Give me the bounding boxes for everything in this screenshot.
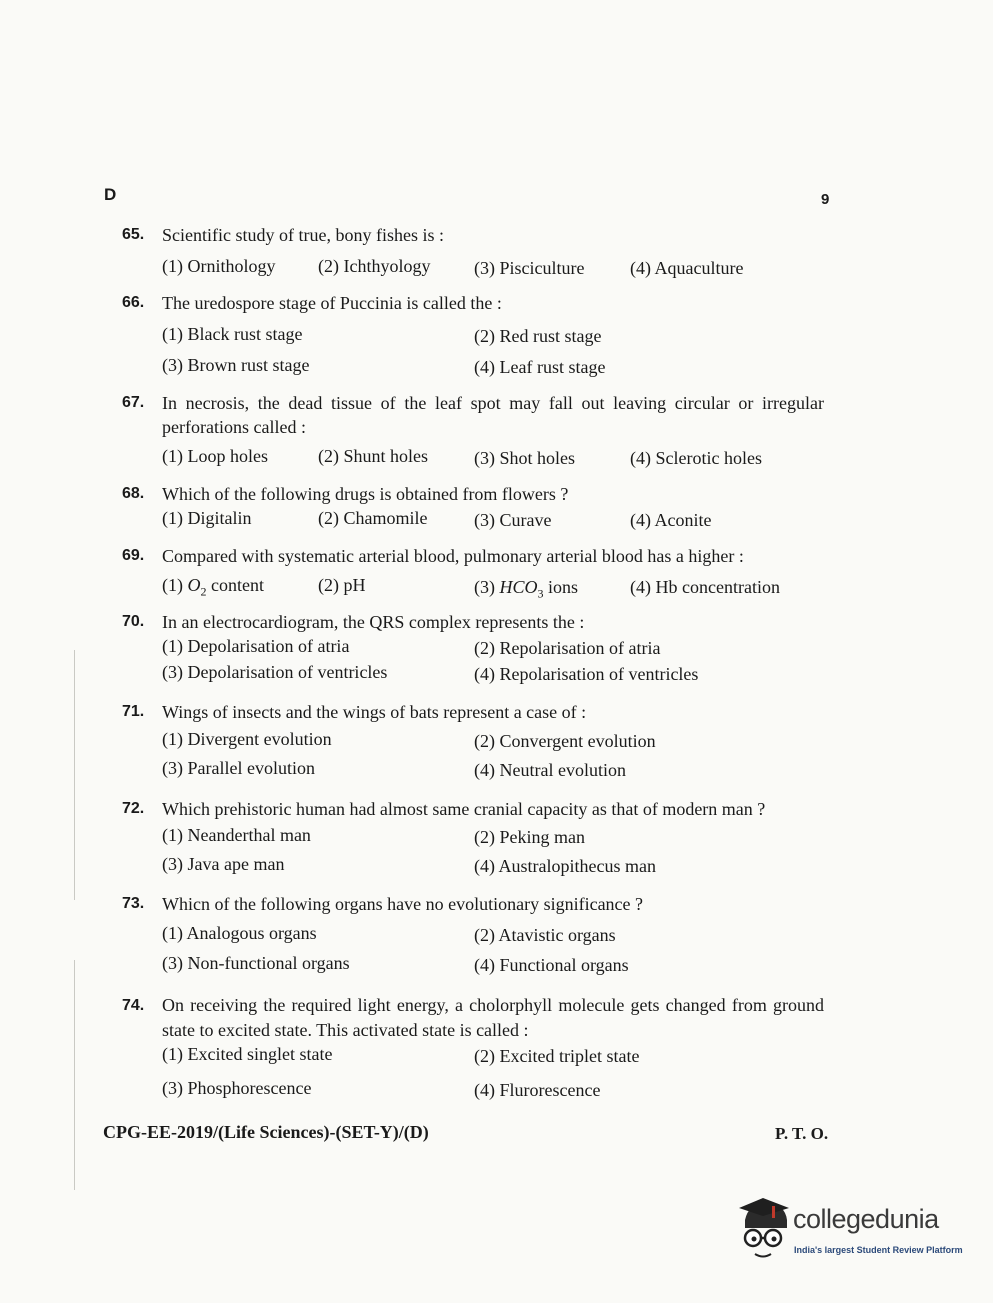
option-2: (2) pH xyxy=(318,575,366,595)
option-1: (1) $O_2$ content xyxy=(162,575,264,599)
option-2: (2) Repolarisation of atria xyxy=(474,638,661,658)
option-1: (1) Depolarisation of atria xyxy=(162,636,350,656)
question-text: In an electrocardiogram, the QRS complex represents the : xyxy=(162,612,585,632)
question-number: 73. xyxy=(122,895,145,912)
logo-name: collegedunia xyxy=(793,1204,939,1234)
option-4: (4) Hb concentration xyxy=(630,577,780,597)
option-3: (3) Pisciculture xyxy=(474,258,585,278)
question-text: Which prehistoric human had almost same cranial capacity as that of modern man ? xyxy=(162,799,766,819)
mascot-icon xyxy=(737,1198,793,1264)
question-number: 72. xyxy=(122,800,145,817)
option-1: (1) Digitalin xyxy=(162,508,252,528)
option-3: (3) Phosphorescence xyxy=(162,1078,312,1098)
option-4: (4) Sclerotic holes xyxy=(630,448,762,468)
option-3: (3) Java ape man xyxy=(162,854,285,874)
collegedunia-logo xyxy=(737,1198,967,1264)
option-2: (2) Convergent evolution xyxy=(474,731,656,751)
option-2: (2) Chamomile xyxy=(318,508,428,528)
option-2: (2) Red rust stage xyxy=(474,326,602,346)
question-text: In necrosis, the dead tissue of the leaf spot may fall out leaving circular or irregular perforations called : xyxy=(162,393,824,437)
option-1: (1) Divergent evolution xyxy=(162,729,332,749)
option-3: (3) Shot holes xyxy=(474,448,575,468)
option-1: (1) Excited singlet state xyxy=(162,1044,333,1064)
set-letter: D xyxy=(104,185,117,204)
question-number: 74. xyxy=(122,997,145,1014)
option-2: (2) Atavistic organs xyxy=(474,925,616,945)
question-number: 66. xyxy=(122,294,145,311)
option-4: (4) Repolarisation of ventricles xyxy=(474,664,699,684)
question-text: Whicn of the following organs have no evolutionary significance ? xyxy=(162,894,644,914)
question-text: The uredospore stage of Puccinia is called the : xyxy=(162,293,502,313)
option-3: (3) Non-functional organs xyxy=(162,953,350,973)
margin-line xyxy=(74,650,75,900)
question-text: On receiving the required light energy, a cholorphyll molecule gets changed from ground state to excited state. This activated state is called : xyxy=(162,995,824,1040)
option-3: (3) Brown rust stage xyxy=(162,355,310,375)
option-2: (2) Shunt holes xyxy=(318,446,428,466)
option-4: (4) Australopithecus man xyxy=(474,856,656,876)
option-4: (4) Leaf rust stage xyxy=(474,357,606,377)
exam-code: CPG-EE-2019/(Life Sciences)-(SET-Y)/(D) xyxy=(103,1122,429,1142)
option-1: (1) Loop holes xyxy=(162,446,268,466)
question-number: 71. xyxy=(122,703,145,720)
question-text: Compared with systematic arterial blood, pulmonary arterial blood has a higher : xyxy=(162,546,744,566)
question-number: 65. xyxy=(122,226,145,243)
question-number: 67. xyxy=(122,394,145,411)
option-3: (3) Depolarisation of ventricles xyxy=(162,662,388,682)
question-text: Wings of insects and the wings of bats represent a case of : xyxy=(162,702,587,722)
option-3: (3) Curave xyxy=(474,510,552,530)
option-4: (4) Aquaculture xyxy=(630,258,744,278)
question-number: 70. xyxy=(122,613,145,630)
option-1: (1) Black rust stage xyxy=(162,324,303,344)
option-4: (4) Aconite xyxy=(630,510,712,530)
page-number: 9 xyxy=(821,191,830,208)
option-1: (1) Ornithology xyxy=(162,256,276,276)
margin-line xyxy=(74,960,75,1190)
option-3: (3) $HCO_3$ ions xyxy=(474,577,579,601)
question-number: 69. xyxy=(122,547,145,564)
option-1: (1) Analogous organs xyxy=(162,923,317,943)
question-text: Which of the following drugs is obtained from flowers ? xyxy=(162,484,569,504)
option-1: (1) Neanderthal man xyxy=(162,825,311,845)
pto-label: P. T. O. xyxy=(775,1124,829,1143)
logo-tagline: India's largest Student Review Platform xyxy=(794,1245,963,1255)
option-2: (2) Excited triplet state xyxy=(474,1046,640,1066)
option-2: (2) Ichthyology xyxy=(318,256,431,276)
option-2: (2) Peking man xyxy=(474,827,585,847)
option-4: (4) Neutral evolution xyxy=(474,760,626,780)
option-3: (3) Parallel evolution xyxy=(162,758,315,778)
option-4: (4) Flurorescence xyxy=(474,1080,601,1100)
question-number: 68. xyxy=(122,485,145,502)
question-text: Scientific study of true, bony fishes is : xyxy=(162,225,444,245)
option-4: (4) Functional organs xyxy=(474,955,629,975)
